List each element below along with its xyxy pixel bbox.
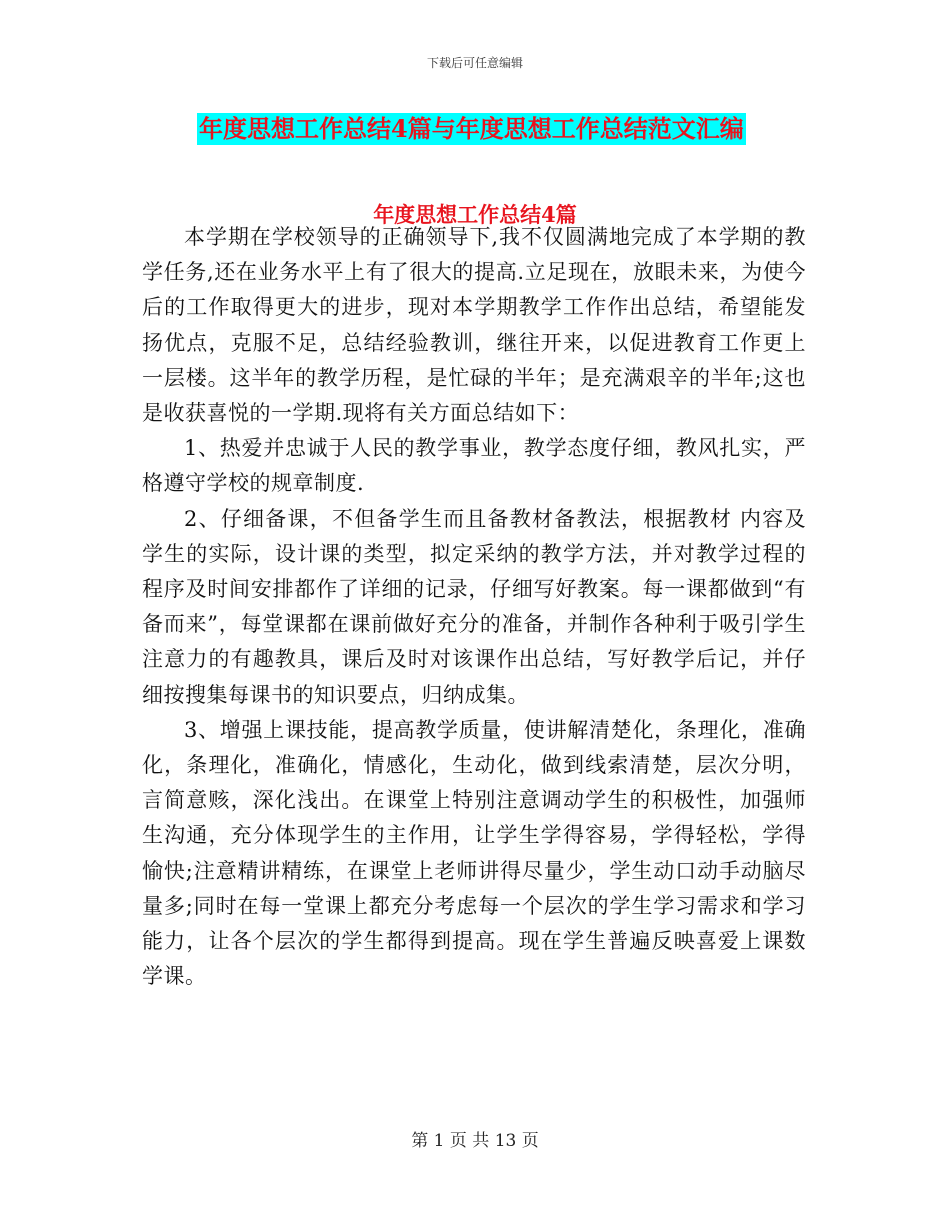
body-text (142, 220, 806, 994)
paragraph-item-3: 3、增强上课技能，提高教学质量，使讲解清楚化，条理化，准确化，条理化，准确化，情感化，生动化，做到线索清楚，层次分明，言简意赅，深化浅出。在课堂上特别注意调动学生的积极性，加强师生沟通，充分体现学生的主作用，让学生学得容易，学得轻松，学得愉快;注意精讲精练，在课堂上老师讲得尽量少，学生动口动手动脑尽量多;同时在每一堂课上都充分考虑每一个层次的学生学习需求和学习能力，让各个层次的学生都得到提高。现在学生普遍反映喜爱上课数学课。 (142, 717, 806, 989)
section-subtitle: 年度思想工作总结4篇 (373, 202, 577, 227)
paragraph-item-2: 2、仔细备课，不但备学生而且备教材备教法，根据教材 内容及学生的实际，设计课的类型，拟定采纳的教学方法，并对教学过程的程序及时间安排都作了详细的记录，仔细写好教案。每一课都做到“有备而来”，每堂课都在课前做好充分的准备，并制作各种利于吸引学生注意力的有趣教具，课后及时对该课作出总结，写好教学后记，并仔细按搜集每课书的知识要点，归纳成集。 (142, 506, 806, 707)
document-title: 年度思想工作总结4篇与年度思想工作总结范文汇编 (199, 114, 744, 143)
page-number-footer: 第 1 页 共 13 页 (411, 1131, 539, 1151)
paragraph-intro: 本学期在学校领导的正确领导下,我不仅圆满地完成了本学期的教学任务,还在业务水平上有了很大的提高.立足现在，放眼未来，为使今后的工作取得更大的进步，现对本学期教学工作作出总结，希望能发扬优点，克服不足，总结经验教训，继往开来，以促进教育工作更上一层楼。这半年的教学历程，是忙碌的半年；是充满艰辛的半年;这也是收获喜悦的一学期.现将有关方面总结如下： (142, 225, 806, 426)
header-note: 下载后可任意编辑 (426, 56, 523, 70)
paragraph-item-1: 1、热爱并忠诚于人民的教学事业，教学态度仔细，教风扎实，严格遵守学校的规章制度. (142, 436, 806, 496)
